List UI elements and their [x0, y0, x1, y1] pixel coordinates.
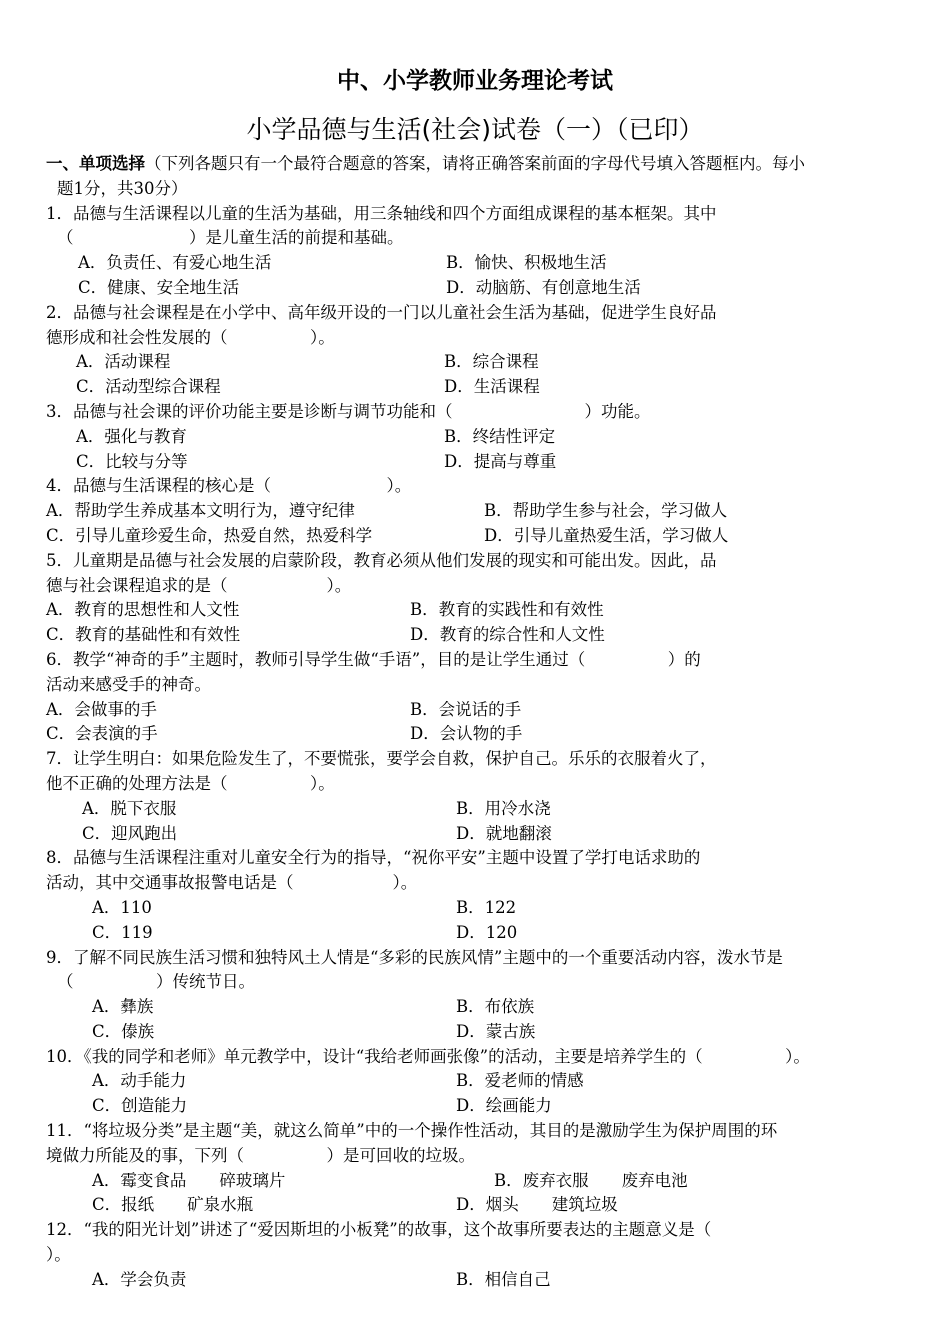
- option: A．强化与教育: [76, 426, 187, 446]
- question-stem: 8．品德与生活课程注重对儿童安全行为的指导，“祝你平安”主题中设置了学打电话求助的: [46, 848, 701, 868]
- option: C．健康、安全地生活: [78, 277, 240, 297]
- section-instruction: （下列各题只有一个最符合题意的答案，请将正确答案前面的字母代号填入答题框内。每小: [145, 154, 805, 173]
- section-instruction-cont: 题1分，共30分）: [57, 178, 188, 198]
- question-stem: ）。: [46, 1245, 71, 1265]
- option: C．会表演的手: [46, 724, 158, 744]
- option: D．会认物的手: [410, 724, 523, 744]
- option-row: [46, 1069, 916, 1094]
- section-heading-line: [46, 152, 916, 177]
- question-stem: 6．教学“神奇的手”主题时，教师引导学生做“手语”，目的是让学生通过（ ）的: [46, 649, 701, 669]
- option: B．会说话的手: [410, 699, 522, 719]
- option-row: [46, 921, 916, 946]
- option: D．生活课程: [444, 377, 540, 397]
- option: D．蒙古族: [456, 1021, 536, 1041]
- question-stem: 12．“我的阳光计划”讲述了“爱因斯坦的小板凳”的故事，这个故事所要表达的主题意义是（: [46, 1220, 712, 1240]
- question-stem: 境做力所能及的事，下列（ ）是可回收的垃圾。: [46, 1145, 475, 1165]
- question-stem: 德形成和社会性发展的（ ）。: [46, 327, 335, 347]
- option-row: [46, 896, 916, 921]
- option-row: [46, 698, 916, 723]
- option: A．教育的思想性和人文性: [46, 600, 240, 620]
- option-row: [46, 450, 916, 475]
- question-stem: 7．让学生明白：如果危险发生了，不要慌张，要学会自救，保护自己。乐乐的衣服着火了，: [46, 749, 717, 769]
- option-row: [46, 425, 916, 450]
- option: A．活动课程: [76, 352, 171, 372]
- option: D．提高与尊重: [444, 451, 557, 471]
- option-row: [46, 1094, 916, 1119]
- option: B．相信自己: [456, 1269, 551, 1289]
- option: B．122: [456, 897, 517, 917]
- question-stem: 德与社会课程追求的是（ ）。: [46, 575, 352, 595]
- question-stem: 4．品德与生活课程的核心是（ ）。: [46, 476, 412, 496]
- option: C．傣族: [92, 1021, 155, 1041]
- question-stem: 11．“将垃圾分类”是主题“美，就这么简单”中的一个操作性活动，其目的是激励学生为保护周围的环: [46, 1121, 778, 1141]
- option: B．愉快、积极地生活: [446, 253, 607, 273]
- option: A．学会负责: [92, 1269, 187, 1289]
- option: D．教育的综合性和人文性: [410, 625, 605, 645]
- paper-subtitle: 小学品德与生活(社会)试卷（一）（已印）: [246, 115, 704, 144]
- question-stem: 活动来感受手的神奇。: [46, 674, 211, 694]
- option: B．教育的实践性和有效性: [410, 600, 604, 620]
- question-stem: （ ）传统节日。: [57, 972, 255, 992]
- option: C．活动型综合课程: [76, 377, 221, 397]
- option: C．迎风跑出: [82, 823, 178, 843]
- option-row: [46, 1193, 916, 1218]
- option-row: [46, 822, 916, 847]
- exam-body: [46, 152, 916, 1293]
- option: B．用冷水浇: [456, 798, 551, 818]
- option: C．引导儿童珍爱生命，热爱自然，热爱科学: [46, 525, 373, 545]
- option: A．110: [92, 897, 152, 917]
- question-stem: 5．儿童期是品德与社会发展的启蒙阶段，教育必须从他们发展的现实和可能出发。因此，品: [46, 550, 717, 570]
- question-stem: 2．品德与社会课程是在小学中、高年级开设的一门以儿童社会生活为基础，促进学生良好品: [46, 302, 717, 322]
- option: D．120: [456, 922, 518, 942]
- section-heading: 一、单项选择: [46, 154, 145, 173]
- option-row: [46, 598, 916, 623]
- option: A．负责任、有爱心地生活: [78, 253, 272, 273]
- option-row: [46, 995, 916, 1020]
- option: B．终结性评定: [444, 426, 556, 446]
- option: A．霉变食品 碎玻璃片: [92, 1170, 286, 1190]
- option-row: [46, 276, 916, 301]
- question-stem: 活动，其中交通事故报警电话是（ ）。: [46, 873, 418, 893]
- option-row: [46, 499, 916, 524]
- option: A．动手能力: [92, 1071, 187, 1091]
- option: B．综合课程: [444, 352, 539, 372]
- option: A．彝族: [92, 997, 154, 1017]
- option: D．引导儿童热爱生活，学习做人: [484, 525, 729, 545]
- option-row: [46, 797, 916, 822]
- option-row: [46, 375, 916, 400]
- option: C．报纸 矿泉水瓶: [92, 1195, 254, 1215]
- option-row: [46, 350, 916, 375]
- option: D．绘画能力: [456, 1096, 552, 1116]
- question-stem: 他不正确的处理方法是（ ）。: [46, 773, 335, 793]
- option-row: [46, 722, 916, 747]
- exam-title: 中、小学教师业务理论考试: [337, 68, 613, 94]
- option: A．脱下衣服: [82, 798, 177, 818]
- option: C．教育的基础性和有效性: [46, 625, 241, 645]
- option-row: [46, 524, 916, 549]
- question-stem: 3．品德与社会课的评价功能主要是诊断与调节功能和（ ）功能。: [46, 401, 651, 421]
- option: B．布依族: [456, 997, 535, 1017]
- option: B．废弃衣服 废弃电池: [494, 1170, 688, 1190]
- option-row: [46, 1020, 916, 1045]
- option: C．创造能力: [92, 1096, 188, 1116]
- option: B．爱老师的情感: [456, 1071, 584, 1091]
- option-row: [46, 1268, 916, 1293]
- question-stem: 9．了解不同民族生活习惯和独特风土人情是“多彩的民族风情”主题中的一个重要活动内容，泼水节是: [46, 947, 783, 967]
- option: B．帮助学生参与社会，学习做人: [484, 501, 728, 521]
- option: D．烟头 建筑垃圾: [456, 1195, 618, 1215]
- option-row: [46, 623, 916, 648]
- option-row: [46, 251, 916, 276]
- option: A．会做事的手: [46, 699, 157, 719]
- option-row: [46, 1169, 916, 1194]
- option: A．帮助学生养成基本文明行为，遵守纪律: [46, 501, 355, 521]
- option: C．比较与分等: [76, 451, 188, 471]
- question-stem: 10．《我的同学和老师》单元教学中，设计“我给老师画张像”的活动，主要是培养学生的（ ）。: [46, 1046, 810, 1066]
- option: D．就地翻滚: [456, 823, 552, 843]
- option: D．动脑筋、有创意地生活: [446, 277, 641, 297]
- option: C．119: [92, 922, 153, 942]
- question-stem: 1．品德与生活课程以儿童的生活为基础，用三条轴线和四个方面组成课程的基本框架。其中: [46, 203, 717, 223]
- question-stem: （ ）是儿童生活的前提和基础。: [57, 228, 404, 248]
